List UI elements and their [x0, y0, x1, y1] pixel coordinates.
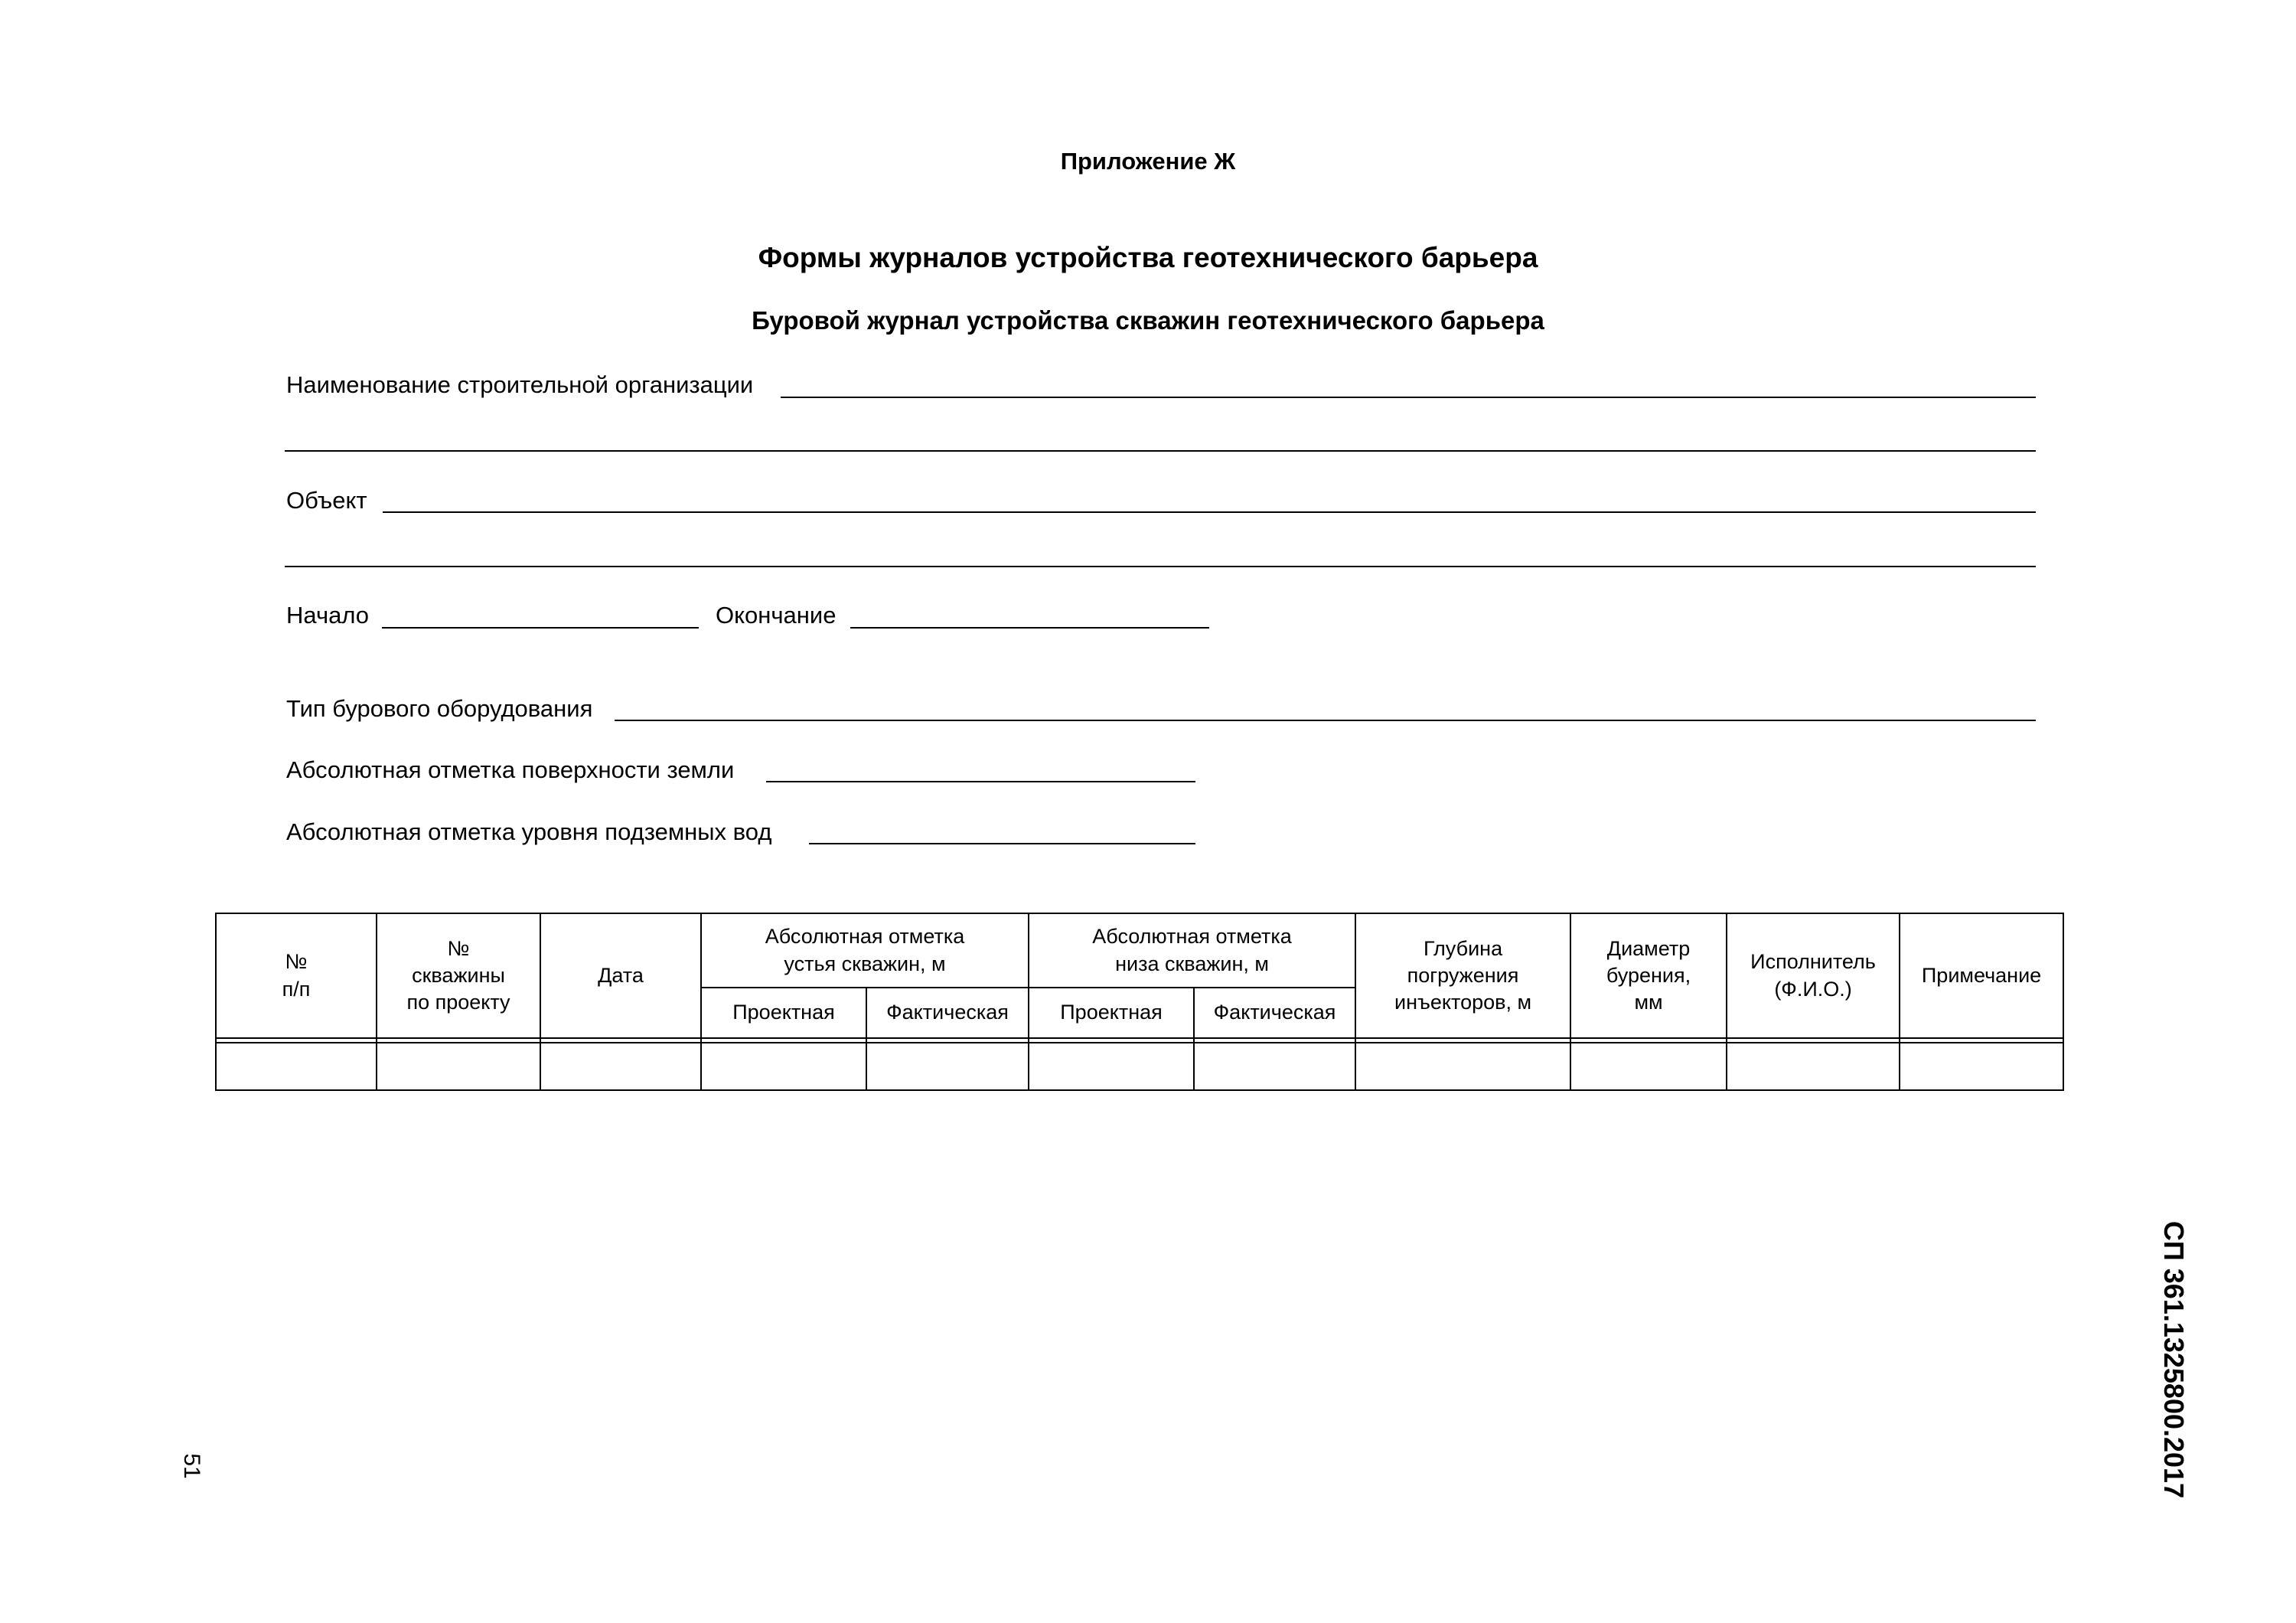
table-cell[interactable] [377, 1043, 540, 1090]
journal-title: Буровой журнал устройства скважин геотехнического барьера [752, 306, 1544, 335]
page-title: Формы журналов устройства геотехнического барьера [758, 242, 1538, 273]
drilling-journal-table [215, 913, 2064, 1091]
ground-elevation-field[interactable] [766, 781, 1195, 782]
table-cell[interactable] [701, 1043, 866, 1090]
groundwater-elevation-field[interactable] [809, 843, 1195, 844]
organization-field[interactable] [781, 397, 2036, 398]
organization-field-continued[interactable] [285, 450, 2036, 452]
header-bottom-actual: Фактическая [1194, 988, 1355, 1038]
equipment-field[interactable] [615, 720, 2036, 721]
header-bottom-design: Проектная [1029, 988, 1194, 1038]
object-field-continued[interactable] [285, 566, 2036, 567]
equipment-label: Тип бурового оборудования [286, 695, 593, 722]
object-field[interactable] [383, 511, 2036, 513]
table-cell[interactable] [1900, 1043, 2063, 1090]
table-cell[interactable] [1727, 1043, 1900, 1090]
organization-label: Наименование строительной организации [286, 371, 754, 398]
header-row-number: № п/п [216, 913, 377, 1038]
header-mouth-design: Проектная [701, 988, 866, 1038]
table-cell[interactable] [1194, 1043, 1355, 1090]
header-drilling-diameter: Диаметр бурения, мм [1570, 913, 1727, 1038]
start-field[interactable] [382, 627, 699, 629]
header-mouth-actual: Фактическая [866, 988, 1029, 1038]
appendix-title: Приложение Ж [1060, 148, 1236, 175]
header-bottom-elevation: Абсолютная отметка низа скважин, м [1029, 913, 1355, 988]
object-label: Объект [286, 487, 367, 514]
table-cell[interactable] [1029, 1043, 1194, 1090]
header-note: Примечание [1900, 913, 2063, 1038]
table-cell[interactable] [1570, 1043, 1727, 1090]
table-cell[interactable] [866, 1043, 1029, 1090]
table-cell[interactable] [540, 1043, 701, 1090]
document-code: СП 361.1325800.2017 [2158, 1220, 2190, 1499]
header-date: Дата [540, 913, 701, 1038]
header-mouth-elevation: Абсолютная отметка устья скважин, м [701, 913, 1029, 988]
end-field[interactable] [850, 627, 1209, 629]
table-cell[interactable] [1355, 1043, 1570, 1090]
header-executor: Исполнитель (Ф.И.О.) [1727, 913, 1900, 1038]
page-number: 51 [179, 1453, 204, 1479]
header-well-number: № скважины по проекту [377, 913, 540, 1038]
table-cell[interactable] [216, 1043, 377, 1090]
header-injector-depth: Глубина погружения инъекторов, м [1355, 913, 1570, 1038]
table-row [216, 1043, 2063, 1090]
end-label: Окончание [716, 602, 837, 629]
ground-elevation-label: Абсолютная отметка поверхности земли [286, 756, 735, 783]
start-label: Начало [286, 602, 370, 629]
groundwater-elevation-label: Абсолютная отметка уровня подземных вод [286, 818, 772, 845]
